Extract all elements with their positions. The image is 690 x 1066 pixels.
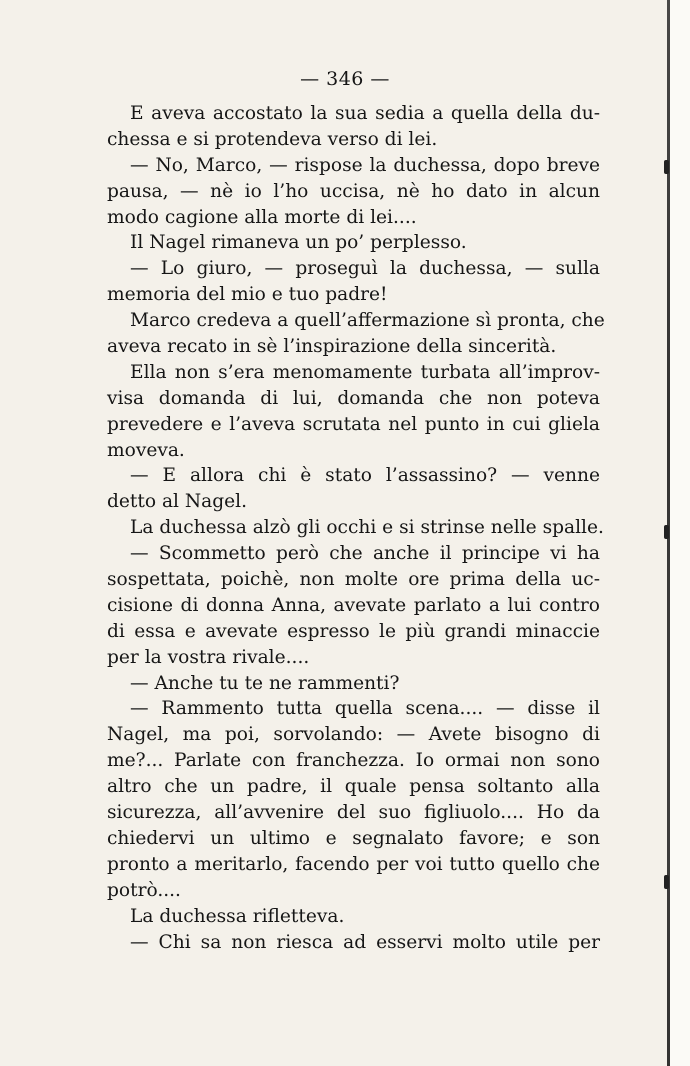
text-line: moveva. [107, 439, 185, 461]
body-text [107, 101, 605, 955]
text-line: per la vostra rivale.... [107, 646, 310, 668]
text-line: potrò.... [107, 879, 181, 901]
text-line: E aveva accostato la sua sedia a quella della du- [130, 103, 600, 124]
text-line: — No, Marco, — rispose la duchessa, dopo breve [130, 154, 600, 176]
text-line: — Scommetto però che anche il principe vi ha [130, 543, 600, 565]
text-line: visa domanda di lui, domanda che non poteva [107, 387, 600, 409]
text-line: aveva recato in sè l’inspirazione della sincerità. [107, 336, 557, 358]
text-line: Nagel, ma poi, sorvolando: — Avete bisogno di [107, 724, 600, 746]
edge-mark [664, 875, 669, 889]
text-line: chessa e si protendeva verso di lei. [107, 128, 438, 150]
text-line: — Anche tu te ne rammenti? [130, 672, 400, 694]
text-line: di essa e avevate espresso le più grandi minaccie [107, 620, 600, 642]
text-line: cisione di donna Anna, avevate parlato a lui contro [107, 594, 600, 616]
page-margin-right [670, 0, 690, 1066]
text-line: — Lo giuro, — proseguì la duchessa, — sulla [130, 258, 600, 280]
text-line: sospettata, poichè, non molte ore prima della uc- [107, 569, 600, 591]
text-line: sicurezza, all’avvenire del suo figliuolo.... Ho da [107, 802, 600, 824]
text-line: detto al Nagel. [107, 491, 248, 513]
text-line: me?... Parlate con franchezza. Io ormai non sono [107, 750, 600, 772]
page-number: — 346 — [300, 68, 390, 90]
text-line: pausa, — nè io l’ho uccisa, nè ho dato in alcun [107, 180, 600, 202]
edge-mark [664, 160, 669, 174]
text-line: pronto a meritarlo, facendo per voi tutto quello che [107, 853, 600, 875]
text-line: altro che un padre, il quale pensa soltanto alla [107, 776, 600, 798]
text-line: La duchessa alzò gli occhi e si strinse nelle spalle. [130, 517, 604, 539]
text-line: — Rammento tutta quella scena.... — disse il [130, 698, 600, 720]
text-line: Il Nagel rimaneva un po’ perplesso. [130, 232, 467, 254]
text-line: prevedere e l’aveva scrutata nel punto in cui gliela [107, 413, 600, 435]
text-line: La duchessa rifletteva. [130, 905, 345, 927]
text-line: modo cagione alla morte di lei.... [107, 206, 417, 228]
text-line: Ella non s’era menomamente turbata all’improv- [130, 361, 600, 383]
text-line: memoria del mio e tuo padre! [107, 284, 388, 306]
text-line: — E allora chi è stato l’assassino? — venne [130, 465, 600, 487]
text-line: chiedervi un ultimo e segnalato favore; e son [107, 827, 600, 849]
edge-mark [664, 525, 669, 539]
text-line: — Chi sa non riesca ad esservi molto utile per [130, 931, 600, 953]
text-line: Marco credeva a quell’affermazione sì pronta, che [130, 310, 605, 332]
